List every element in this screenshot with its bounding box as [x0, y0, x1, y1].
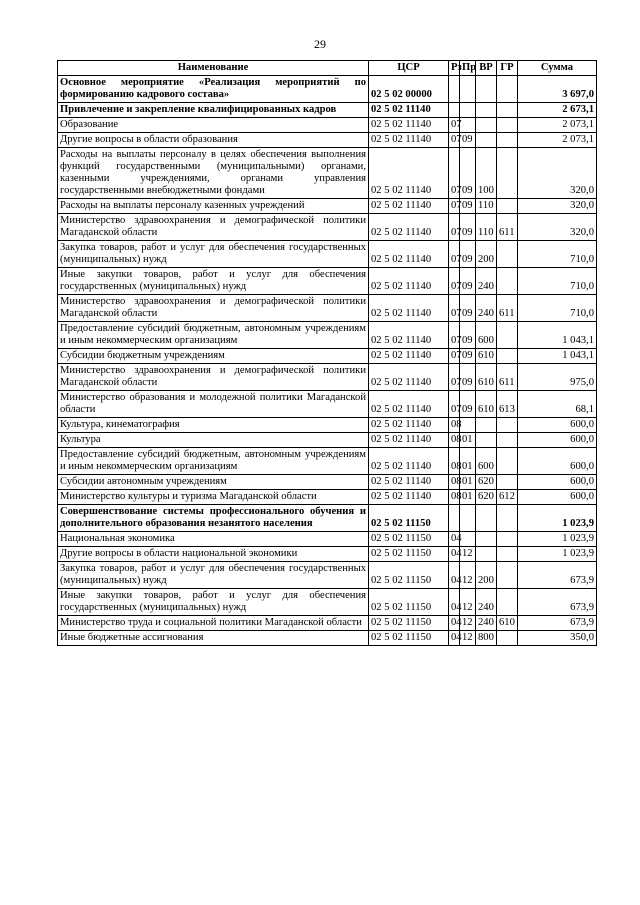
- row-name-cell: Министерство здравоохранения и демографической политики Магаданской области: [58, 295, 369, 322]
- row-csr-cell: 02 5 02 11140: [369, 118, 449, 133]
- row-sum-cell: 600,0: [518, 448, 597, 475]
- row-pr-cell: 01: [460, 490, 476, 505]
- row-name-cell: Расходы на выплаты персоналу в целях обеспечения выполнения функций государственными (муниципальными) органами, казенными учреждениями, органами управления государственными внебюджетными фондами: [58, 148, 369, 199]
- row-rz-cell: 08: [449, 418, 460, 433]
- row-gr-cell: [497, 448, 518, 475]
- row-pr-cell: 09: [460, 268, 476, 295]
- row-rz-cell: 07: [449, 295, 460, 322]
- row-sum-cell: 710,0: [518, 295, 597, 322]
- row-csr-cell: 02 5 02 11150: [369, 505, 449, 532]
- row-name-cell: Министерство здравоохранения и демографической политики Магаданской области: [58, 364, 369, 391]
- row-csr-cell: 02 5 02 11140: [369, 133, 449, 148]
- table-row: [58, 214, 597, 241]
- row-csr-cell: 02 5 02 11140: [369, 490, 449, 505]
- row-vr-cell: 100: [476, 148, 497, 199]
- row-rz-cell: 07: [449, 268, 460, 295]
- row-pr-cell: [460, 418, 476, 433]
- row-csr-cell: 02 5 02 11150: [369, 562, 449, 589]
- row-gr-cell: [497, 547, 518, 562]
- row-sum-cell: 1 043,1: [518, 322, 597, 349]
- row-sum-cell: 2 073,1: [518, 118, 597, 133]
- row-name-cell: Предоставление субсидий бюджетным, автономным учреждениям и иным некоммерческим организациям: [58, 322, 369, 349]
- row-gr-cell: [497, 349, 518, 364]
- row-pr-cell: 01: [460, 448, 476, 475]
- row-vr-cell: 600: [476, 322, 497, 349]
- row-name-cell: Министерство здравоохранения и демографической политики Магаданской области: [58, 214, 369, 241]
- row-csr-cell: 02 5 02 11150: [369, 532, 449, 547]
- row-gr-cell: [497, 133, 518, 148]
- row-sum-cell: 673,9: [518, 616, 597, 631]
- row-pr-cell: 12: [460, 616, 476, 631]
- row-sum-cell: 600,0: [518, 418, 597, 433]
- row-gr-cell: [497, 76, 518, 103]
- row-sum-cell: 673,9: [518, 562, 597, 589]
- row-csr-cell: 02 5 02 11140: [369, 295, 449, 322]
- row-name-cell: Совершенствование системы профессионального обучения и дополнительного образования незанятого населения: [58, 505, 369, 532]
- row-name-cell: Министерство труда и социальной политики Магаданской области: [58, 616, 369, 631]
- row-sum-cell: 600,0: [518, 490, 597, 505]
- row-rz-cell: 04: [449, 589, 460, 616]
- row-name-cell: Иные бюджетные ассигнования: [58, 631, 369, 646]
- row-pr-cell: [460, 505, 476, 532]
- row-vr-cell: [476, 133, 497, 148]
- row-name-cell: Иные закупки товаров, работ и услуг для обеспечения государственных (муниципальных) нужд: [58, 268, 369, 295]
- row-name-cell: Иные закупки товаров, работ и услуг для обеспечения государственных (муниципальных) нужд: [58, 589, 369, 616]
- row-gr-cell: [497, 322, 518, 349]
- row-name-cell: Предоставление субсидий бюджетным, автономным учреждениям и иным некоммерческим организациям: [58, 448, 369, 475]
- row-csr-cell: 02 5 02 11140: [369, 199, 449, 214]
- row-pr-cell: 12: [460, 631, 476, 646]
- row-name-cell: Образование: [58, 118, 369, 133]
- row-vr-cell: 240: [476, 589, 497, 616]
- row-gr-cell: 613: [497, 391, 518, 418]
- row-vr-cell: 240: [476, 616, 497, 631]
- row-pr-cell: [460, 76, 476, 103]
- row-csr-cell: 02 5 02 00000: [369, 76, 449, 103]
- row-name-cell: Министерство образования и молодежной политики Магаданской области: [58, 391, 369, 418]
- row-sum-cell: 710,0: [518, 241, 597, 268]
- row-vr-cell: 800: [476, 631, 497, 646]
- row-gr-cell: [497, 418, 518, 433]
- table-body: [58, 76, 597, 646]
- row-gr-cell: 611: [497, 364, 518, 391]
- row-csr-cell: 02 5 02 11140: [369, 148, 449, 199]
- row-name-cell: Закупка товаров, работ и услуг для обеспечения государственных (муниципальных) нужд: [58, 241, 369, 268]
- header-pr: Пр: [460, 61, 476, 76]
- row-csr-cell: 02 5 02 11140: [369, 268, 449, 295]
- header-rz: Рз: [449, 61, 460, 76]
- row-rz-cell: 07: [449, 364, 460, 391]
- row-name-cell: Привлечение и закрепление квалифицированных кадров: [58, 103, 369, 118]
- row-name-cell: Национальная экономика: [58, 532, 369, 547]
- row-rz-cell: 04: [449, 631, 460, 646]
- row-rz-cell: 07: [449, 241, 460, 268]
- row-gr-cell: 611: [497, 295, 518, 322]
- row-sum-cell: 600,0: [518, 433, 597, 448]
- row-vr-cell: 240: [476, 268, 497, 295]
- row-sum-cell: 320,0: [518, 148, 597, 199]
- table-row: [58, 448, 597, 475]
- table-row: [58, 562, 597, 589]
- table-row: [58, 631, 597, 646]
- row-sum-cell: 2 073,1: [518, 133, 597, 148]
- table-row: [58, 199, 597, 214]
- row-pr-cell: 09: [460, 199, 476, 214]
- budget-table: [57, 60, 597, 646]
- row-csr-cell: 02 5 02 11140: [369, 433, 449, 448]
- row-csr-cell: 02 5 02 11140: [369, 475, 449, 490]
- row-csr-cell: 02 5 02 11140: [369, 214, 449, 241]
- table-row: [58, 349, 597, 364]
- row-name-cell: Министерство культуры и туризма Магаданской области: [58, 490, 369, 505]
- row-sum-cell: 68,1: [518, 391, 597, 418]
- row-vr-cell: [476, 433, 497, 448]
- table-row: [58, 547, 597, 562]
- row-sum-cell: 673,9: [518, 589, 597, 616]
- row-vr-cell: 110: [476, 214, 497, 241]
- row-sum-cell: 600,0: [518, 475, 597, 490]
- row-rz-cell: 07: [449, 214, 460, 241]
- table-row: [58, 589, 597, 616]
- row-name-cell: Культура, кинематография: [58, 418, 369, 433]
- table-row: [58, 268, 597, 295]
- row-rz-cell: 04: [449, 532, 460, 547]
- row-pr-cell: 09: [460, 349, 476, 364]
- row-gr-cell: [497, 631, 518, 646]
- row-vr-cell: 600: [476, 448, 497, 475]
- row-pr-cell: 09: [460, 364, 476, 391]
- row-rz-cell: 07: [449, 148, 460, 199]
- row-sum-cell: 1 043,1: [518, 349, 597, 364]
- row-name-cell: Другие вопросы в области национальной экономики: [58, 547, 369, 562]
- row-name-cell: Закупка товаров, работ и услуг для обеспечения государственных (муниципальных) нужд: [58, 562, 369, 589]
- table-row: [58, 295, 597, 322]
- row-csr-cell: 02 5 02 11140: [369, 322, 449, 349]
- row-vr-cell: [476, 118, 497, 133]
- row-rz-cell: 07: [449, 199, 460, 214]
- row-name-cell: Культура: [58, 433, 369, 448]
- row-vr-cell: 610: [476, 391, 497, 418]
- row-pr-cell: 12: [460, 562, 476, 589]
- row-vr-cell: 610: [476, 349, 497, 364]
- table-row: [58, 148, 597, 199]
- row-gr-cell: 611: [497, 214, 518, 241]
- table-row: [58, 241, 597, 268]
- row-pr-cell: [460, 103, 476, 118]
- row-rz-cell: 07: [449, 391, 460, 418]
- row-vr-cell: 620: [476, 490, 497, 505]
- row-pr-cell: [460, 118, 476, 133]
- row-csr-cell: 02 5 02 11140: [369, 391, 449, 418]
- row-gr-cell: [497, 148, 518, 199]
- table-row: [58, 322, 597, 349]
- table-row: [58, 103, 597, 118]
- table-row: [58, 616, 597, 631]
- row-csr-cell: 02 5 02 11150: [369, 547, 449, 562]
- row-csr-cell: 02 5 02 11140: [369, 448, 449, 475]
- row-vr-cell: 110: [476, 199, 497, 214]
- row-vr-cell: [476, 532, 497, 547]
- row-gr-cell: [497, 475, 518, 490]
- table-row: [58, 133, 597, 148]
- row-pr-cell: 09: [460, 295, 476, 322]
- row-pr-cell: 09: [460, 214, 476, 241]
- row-sum-cell: 710,0: [518, 268, 597, 295]
- row-gr-cell: [497, 118, 518, 133]
- row-rz-cell: 08: [449, 433, 460, 448]
- row-gr-cell: [497, 532, 518, 547]
- row-vr-cell: [476, 103, 497, 118]
- header-sum: Сумма: [518, 61, 597, 76]
- page-number: 29: [314, 37, 326, 51]
- table-row: [58, 418, 597, 433]
- row-rz-cell: 08: [449, 448, 460, 475]
- row-vr-cell: 620: [476, 475, 497, 490]
- row-gr-cell: 610: [497, 616, 518, 631]
- row-gr-cell: [497, 433, 518, 448]
- row-sum-cell: 1 023,9: [518, 505, 597, 532]
- row-sum-cell: 3 697,0: [518, 76, 597, 103]
- row-name-cell: Основное мероприятие «Реализация мероприятий по формированию кадрового состава»: [58, 76, 369, 103]
- table-row: [58, 433, 597, 448]
- row-csr-cell: 02 5 02 11150: [369, 631, 449, 646]
- row-gr-cell: [497, 589, 518, 616]
- row-rz-cell: 07: [449, 118, 460, 133]
- table-row: [58, 532, 597, 547]
- table-row: [58, 364, 597, 391]
- row-vr-cell: [476, 76, 497, 103]
- row-name-cell: Другие вопросы в области образования: [58, 133, 369, 148]
- row-csr-cell: 02 5 02 11140: [369, 103, 449, 118]
- row-rz-cell: 04: [449, 562, 460, 589]
- row-sum-cell: 320,0: [518, 214, 597, 241]
- row-csr-cell: 02 5 02 11140: [369, 418, 449, 433]
- row-csr-cell: 02 5 02 11140: [369, 364, 449, 391]
- row-rz-cell: 07: [449, 322, 460, 349]
- row-pr-cell: 09: [460, 133, 476, 148]
- row-sum-cell: 1 023,9: [518, 532, 597, 547]
- table-row: [58, 505, 597, 532]
- row-gr-cell: [497, 103, 518, 118]
- row-vr-cell: [476, 547, 497, 562]
- header-gr: ГР: [497, 61, 518, 76]
- row-csr-cell: 02 5 02 11150: [369, 589, 449, 616]
- row-vr-cell: 200: [476, 241, 497, 268]
- row-gr-cell: [497, 268, 518, 295]
- row-rz-cell: 08: [449, 490, 460, 505]
- table-row: [58, 391, 597, 418]
- row-sum-cell: 320,0: [518, 199, 597, 214]
- row-sum-cell: 2 673,1: [518, 103, 597, 118]
- row-rz-cell: [449, 76, 460, 103]
- row-vr-cell: [476, 418, 497, 433]
- row-name-cell: Субсидии автономным учреждениям: [58, 475, 369, 490]
- row-sum-cell: 1 023,9: [518, 547, 597, 562]
- header-name: Наименование: [58, 61, 369, 76]
- header-vr: ВР: [476, 61, 497, 76]
- table-header-row: [58, 61, 597, 76]
- row-vr-cell: 610: [476, 364, 497, 391]
- row-vr-cell: 240: [476, 295, 497, 322]
- row-gr-cell: [497, 199, 518, 214]
- row-pr-cell: 12: [460, 547, 476, 562]
- row-pr-cell: 09: [460, 148, 476, 199]
- row-gr-cell: 612: [497, 490, 518, 505]
- row-rz-cell: 04: [449, 616, 460, 631]
- row-rz-cell: [449, 103, 460, 118]
- row-sum-cell: 975,0: [518, 364, 597, 391]
- row-gr-cell: [497, 505, 518, 532]
- row-pr-cell: 01: [460, 475, 476, 490]
- row-pr-cell: 09: [460, 391, 476, 418]
- row-name-cell: Расходы на выплаты персоналу казенных учреждений: [58, 199, 369, 214]
- row-gr-cell: [497, 241, 518, 268]
- row-csr-cell: 02 5 02 11140: [369, 349, 449, 364]
- table-row: [58, 490, 597, 505]
- row-rz-cell: 04: [449, 547, 460, 562]
- row-rz-cell: 08: [449, 475, 460, 490]
- row-pr-cell: 09: [460, 322, 476, 349]
- table-row: [58, 475, 597, 490]
- row-vr-cell: [476, 505, 497, 532]
- row-sum-cell: 350,0: [518, 631, 597, 646]
- row-pr-cell: 12: [460, 589, 476, 616]
- row-csr-cell: 02 5 02 11140: [369, 241, 449, 268]
- table-row: [58, 118, 597, 133]
- table-row: [58, 76, 597, 103]
- row-pr-cell: 01: [460, 433, 476, 448]
- row-vr-cell: 200: [476, 562, 497, 589]
- header-csr: ЦСР: [369, 61, 449, 76]
- row-rz-cell: 07: [449, 349, 460, 364]
- row-name-cell: Субсидии бюджетным учреждениям: [58, 349, 369, 364]
- row-pr-cell: 09: [460, 241, 476, 268]
- row-rz-cell: 07: [449, 133, 460, 148]
- row-rz-cell: [449, 505, 460, 532]
- row-csr-cell: 02 5 02 11150: [369, 616, 449, 631]
- row-gr-cell: [497, 562, 518, 589]
